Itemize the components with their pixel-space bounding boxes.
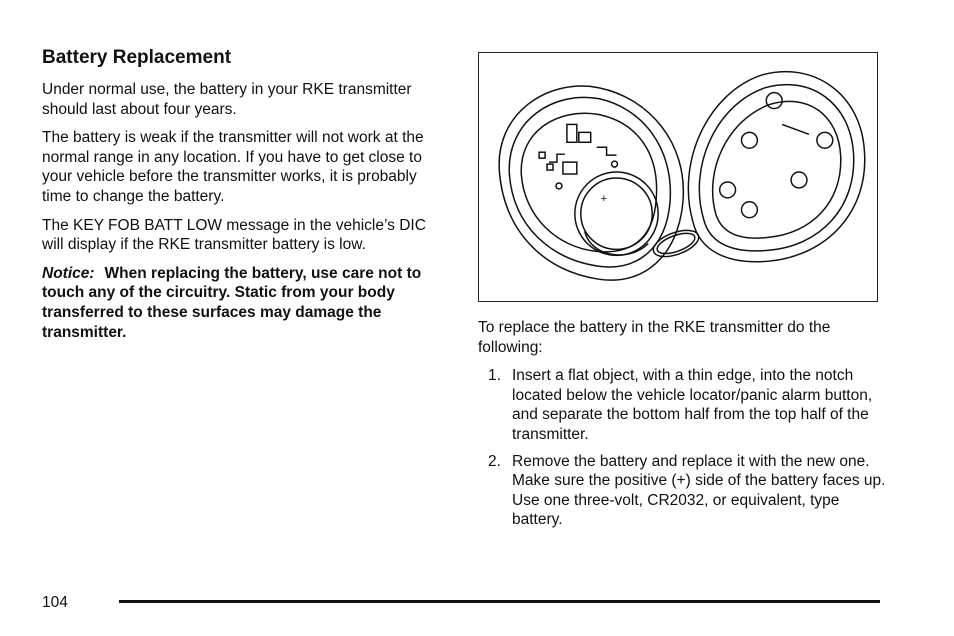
instruction-steps <box>478 366 888 530</box>
notice-text: When replacing the battery, use care not to touch any of the circuitry. Static from your body transferred to these surfaces may damage the transmitter. <box>42 264 422 341</box>
step-item <box>478 452 888 530</box>
page-number: 104 <box>42 594 68 611</box>
notice-block <box>42 264 442 342</box>
transmitter-illustration <box>478 52 878 302</box>
step-text: Remove the battery and replace it with the new one. Make sure the positive (+) side of the battery faces up. Use one three-volt, CR2032, or equivalent, type battery. <box>512 452 886 529</box>
step-item <box>478 366 888 444</box>
top-button-circle <box>766 93 782 109</box>
notice-label: Notice: <box>42 264 95 282</box>
step-text: Insert a flat object, with a thin edge, into the notch located below the vehicle locator/panic alarm button, and separate the bottom half from the top half of the transmitter. <box>512 367 873 443</box>
paragraph-battery-life: Under normal use, the battery in your RKE transmitter should last about four years. <box>42 81 412 118</box>
transmitter-top-half <box>688 72 864 262</box>
paragraph-weak-battery: The battery is weak if the transmitter will not work at the normal range in any location. If you have to get close to your vehicle before the transmitter works, it is probably time to change the battery. <box>42 129 424 205</box>
footer-rule <box>119 600 880 603</box>
key-ring <box>650 225 702 262</box>
battery-positive-symbol: + <box>600 192 607 205</box>
instructions-intro: To replace the battery in the RKE transmitter do the following: <box>478 319 831 356</box>
left-column <box>42 46 442 342</box>
right-column <box>478 318 888 537</box>
step-number: 1. <box>488 367 501 385</box>
transmitter-drawing <box>479 53 877 301</box>
transmitter-bottom-half <box>499 86 683 280</box>
step-number: 2. <box>488 452 501 470</box>
paragraph-dic-message: The KEY FOB BATT LOW message in the vehicle’s DIC will display if the RKE transmitter battery is low. <box>42 216 426 254</box>
section-title: Battery Replacement <box>42 47 232 68</box>
